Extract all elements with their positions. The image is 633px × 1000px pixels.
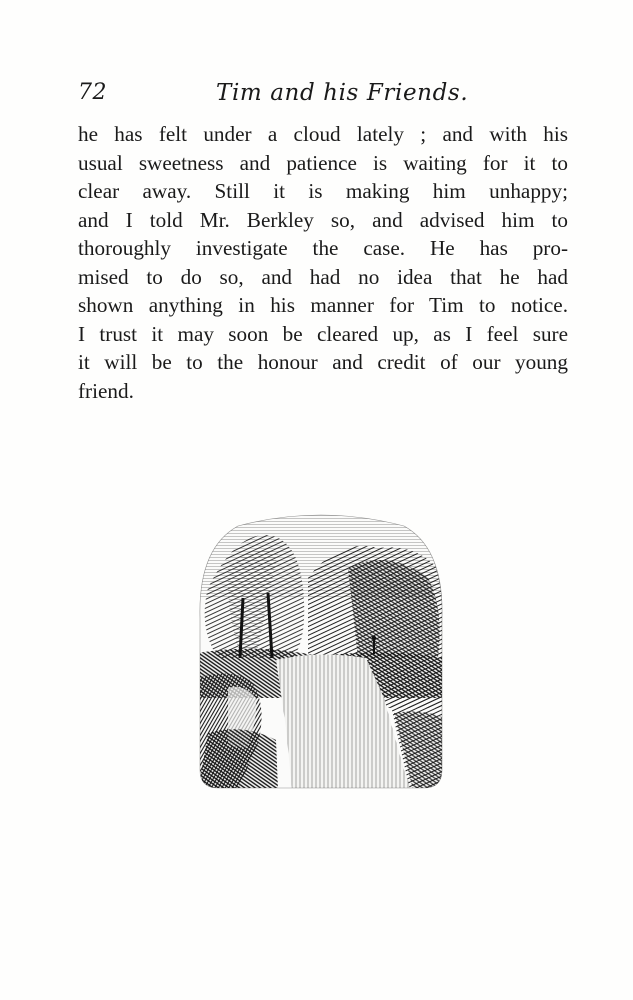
text-line: usual sweetness and patience is waiting for it to bbox=[78, 150, 568, 175]
text-line: clear away. Still it is making him unhappy; bbox=[78, 179, 568, 203]
text-line: and I told Mr. Berkley so, and advised him to bbox=[78, 207, 568, 232]
waterfall-engraving bbox=[198, 508, 444, 790]
running-head bbox=[78, 80, 568, 114]
text-line: it will be to the honour and credit of our young bbox=[78, 350, 568, 374]
page-number: 72 bbox=[78, 80, 107, 105]
text-line-last: friend. bbox=[78, 378, 134, 403]
text-line: I trust it may soon be cleared up, as I feel sure bbox=[78, 321, 568, 346]
running-title: Tim and his Friends. bbox=[216, 80, 469, 106]
text-line: mised to do so, and had no idea that he had bbox=[78, 264, 568, 289]
text-line: thoroughly investigate the case. He has pro- bbox=[78, 236, 568, 260]
text-line: shown anything in his manner for Tim to notice. bbox=[78, 293, 568, 317]
text-line: he has felt under a cloud lately ; and with his bbox=[78, 122, 568, 146]
body-paragraph bbox=[78, 120, 568, 405]
